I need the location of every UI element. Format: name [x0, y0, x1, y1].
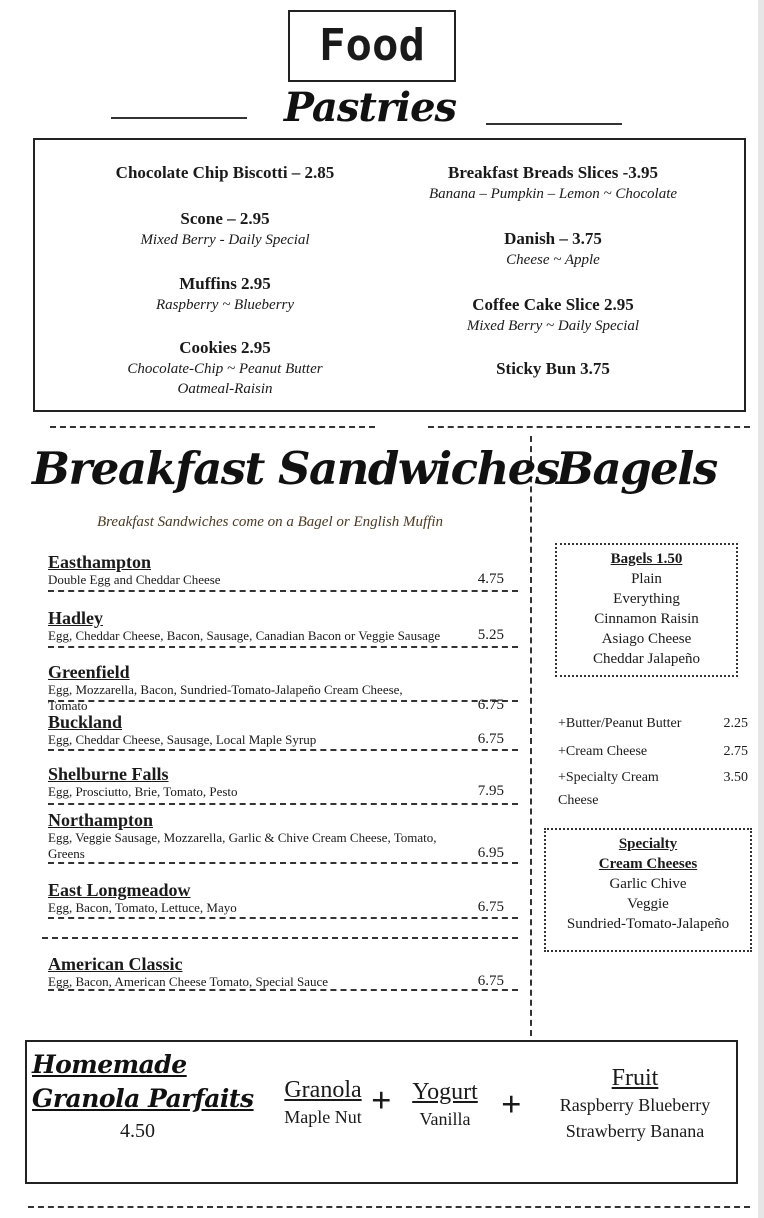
item-separator [48, 803, 518, 805]
plus-sign: + [501, 1084, 522, 1124]
bottom-divider [28, 1206, 750, 1208]
breakfast-title: Breakfast Sandwiches [32, 442, 559, 495]
sandwich-desc: Egg, Prosciutto, Brie, Tomato, Pesto [48, 784, 238, 799]
sandwich-price: 6.95 [477, 845, 504, 861]
bagel-types-box [555, 543, 738, 677]
pastry-item [403, 162, 703, 204]
pastry-desc: Cheese ~ Apple [506, 252, 600, 268]
addon-label: +Butter/Peanut Butter [558, 716, 682, 731]
sandwich-desc: Egg, Cheddar Cheese, Bacon, Sausage, Canadian Bacon or Veggie Sausage [48, 628, 441, 643]
pastry-item [75, 162, 375, 184]
sandwich-desc: Egg, Cheddar Cheese, Sausage, Local Maple Syrup [48, 732, 317, 747]
pastry-item [403, 358, 703, 380]
fruit-line: Raspberry Blueberry [559, 1095, 711, 1115]
divider-left [50, 426, 375, 428]
sandwich-name: American Classic [48, 954, 183, 974]
breakfast-note: Breakfast Sandwiches come on a Bagel or English Muffin [96, 514, 444, 530]
specialty-item: Veggie [627, 896, 669, 912]
item-separator [42, 937, 518, 939]
specialty-box [544, 828, 752, 952]
sandwich-price: 5.25 [477, 627, 504, 643]
sandwich-name: Greenfield [48, 662, 130, 682]
plus-sign: + [371, 1080, 392, 1120]
specialty-item: Garlic Chive [609, 876, 687, 892]
rule-left [111, 117, 247, 119]
pastry-name: Cookies 2.95 [179, 338, 271, 357]
bagel-addon [558, 770, 748, 808]
parfait-price: 4.50 [120, 1120, 155, 1142]
addon-price: 3.50 [723, 770, 748, 785]
specialty-header: Specialty [618, 836, 678, 852]
bagel-addon [558, 716, 748, 732]
addon-label: +Cream Cheese [558, 744, 648, 759]
pastries-box [33, 138, 746, 412]
sandwich-price: 6.75 [477, 973, 504, 989]
yogurt-flavor: Vanilla [419, 1109, 471, 1129]
sandwich-name: Buckland [48, 712, 123, 732]
sandwich-desc: Double Egg and Cheddar Cheese [48, 572, 221, 587]
pastry-name: Danish – 3.75 [504, 229, 602, 248]
sandwich-item [48, 880, 504, 916]
pastry-item [75, 273, 375, 315]
granola-flavor: Maple Nut [284, 1107, 362, 1127]
pastry-item [75, 208, 375, 250]
sandwich-name: Hadley [48, 608, 104, 628]
item-separator [48, 590, 518, 592]
sandwich-item [48, 764, 504, 800]
sandwich-price: 6.75 [477, 697, 504, 713]
granola-header: Granola [284, 1077, 362, 1103]
bagel-type: Cinnamon Raisin [594, 611, 699, 627]
item-separator [48, 700, 518, 702]
specialty-item: Sundried-Tomato-Jalapeño [566, 916, 730, 932]
pastry-name: Muffins 2.95 [179, 274, 271, 293]
sandwich-item [48, 810, 504, 862]
item-separator [48, 646, 518, 648]
sandwich-item [48, 552, 504, 588]
sandwich-desc: Egg, Bacon, Tomato, Lettuce, Mayo [48, 900, 237, 915]
fruit-option [552, 1064, 718, 1144]
pastry-item [75, 337, 375, 399]
sandwich-item [48, 712, 504, 748]
pastry-desc: Mixed Berry - Daily Special [140, 232, 310, 248]
parfait-title-line1: Homemade [32, 1050, 187, 1079]
sandwich-item [48, 954, 504, 990]
sandwich-desc: Egg, Bacon, American Cheese Tomato, Special Sauce [48, 974, 329, 989]
pastries-title: Pastries [283, 84, 457, 131]
yogurt-option [405, 1078, 485, 1132]
sandwich-price: 7.95 [477, 783, 504, 799]
food-title: Food [288, 10, 456, 82]
item-separator [48, 749, 518, 751]
addon-label: +Specialty Cream [558, 770, 659, 785]
page-edge [758, 0, 764, 1218]
item-separator [48, 862, 518, 864]
parfait-title [32, 1048, 254, 1116]
bagel-type: Cheddar Jalapeño [592, 651, 701, 667]
addon-label-cont: Cheese [558, 793, 599, 808]
bagel-type: Asiago Cheese [601, 631, 692, 647]
addon-price: 2.25 [723, 716, 748, 731]
yogurt-header: Yogurt [412, 1079, 478, 1105]
parfait-title-line2: Granola Parfaits [32, 1084, 254, 1113]
sandwich-name: Shelburne Falls [48, 764, 169, 784]
bagels-title: Bagels [556, 442, 717, 495]
sandwich-name: East Longmeadow [48, 880, 191, 900]
pastry-name: Scone – 2.95 [180, 209, 270, 228]
pastry-desc: Banana – Pumpkin – Lemon ~ Chocolate [428, 186, 678, 202]
sandwich-name: Northampton [48, 810, 154, 830]
item-separator [48, 917, 518, 919]
pastry-desc: Raspberry ~ Blueberry [155, 297, 295, 313]
sandwich-price: 6.75 [477, 899, 504, 915]
pastry-name: Coffee Cake Slice 2.95 [472, 295, 634, 314]
fruit-line: Strawberry Banana [565, 1121, 705, 1141]
bagel-type: Plain [631, 571, 662, 587]
bagel-type: Everything [613, 591, 680, 607]
pastry-item [403, 294, 703, 336]
pastry-desc: Oatmeal-Raisin [177, 381, 273, 397]
sandwich-item [48, 608, 504, 644]
specialty-header: Cream Cheeses [598, 856, 698, 872]
sandwich-price: 6.75 [477, 731, 504, 747]
bagel-addon [558, 744, 748, 760]
sandwich-desc: Egg, Veggie Sausage, Mozzarella, Garlic & Chive Cream Cheese, Tomato, Greens [48, 830, 437, 861]
column-divider [530, 436, 532, 1036]
pastry-name: Breakfast Breads Slices -3.95 [448, 163, 658, 182]
sandwich-price: 4.75 [477, 571, 504, 587]
bagel-header: Bagels 1.50 [610, 551, 683, 567]
sandwich-desc: Egg, Mozzarella, Bacon, Sundried-Tomato-Jalapeño Cream Cheese, Tomato [48, 682, 403, 713]
rule-right [486, 123, 622, 125]
sandwich-item [48, 662, 504, 714]
pastry-item [403, 228, 703, 270]
pastry-desc: Mixed Berry ~ Daily Special [466, 318, 640, 334]
addon-price: 2.75 [723, 744, 748, 759]
item-separator [48, 989, 518, 991]
divider-right [428, 426, 750, 428]
granola-option [278, 1076, 368, 1130]
pastry-name: Sticky Bun 3.75 [496, 359, 610, 378]
sandwich-name: Easthampton [48, 552, 152, 572]
pastry-desc: Chocolate-Chip ~ Peanut Butter [127, 361, 323, 377]
fruit-header: Fruit [611, 1065, 659, 1091]
pastry-name: Chocolate Chip Biscotti – 2.85 [115, 163, 335, 182]
